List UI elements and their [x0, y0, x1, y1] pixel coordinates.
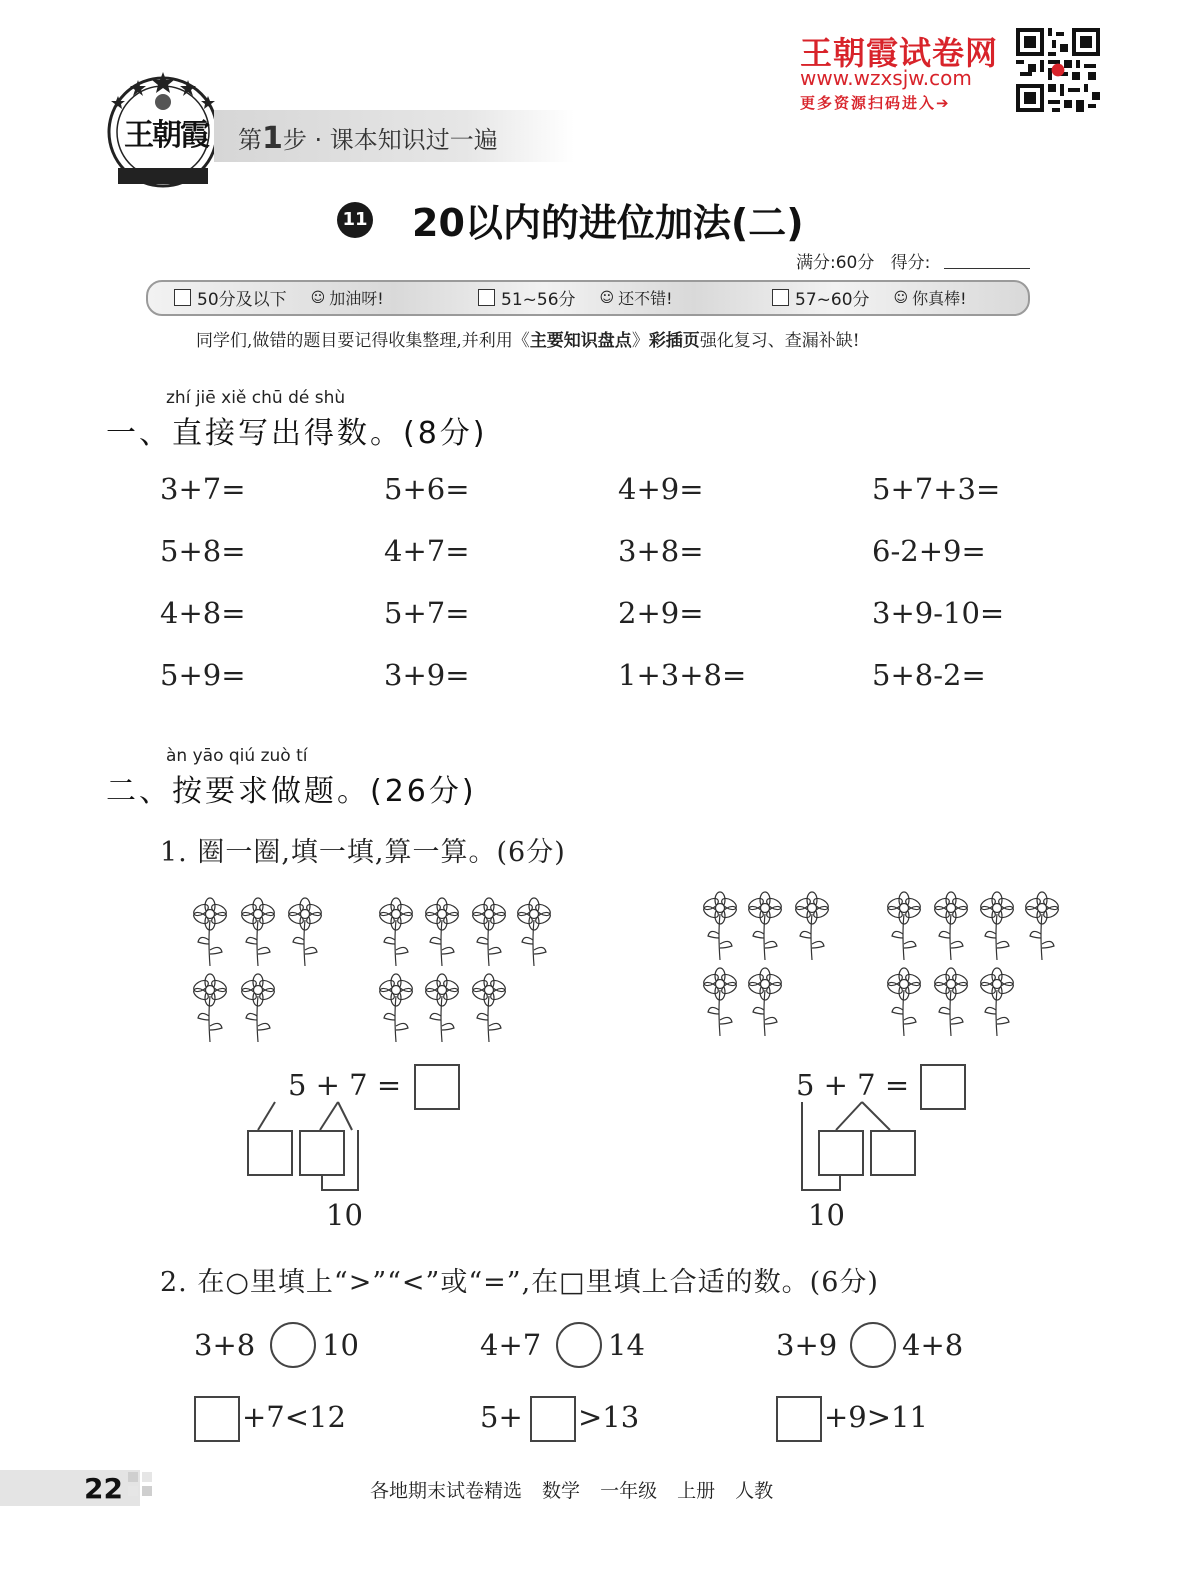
flower-icon — [238, 972, 278, 1044]
equation[interactable]: 5+7+3= — [872, 472, 1001, 506]
equation[interactable]: 4+7= — [384, 534, 470, 568]
grade-checkbox[interactable] — [174, 289, 191, 306]
answer-box[interactable] — [414, 1064, 460, 1110]
compare-circle[interactable] — [270, 1322, 316, 1368]
section1-title: 一、直接写出得数。(8分) — [106, 416, 488, 451]
equation[interactable]: 2+9= — [618, 596, 704, 630]
grade-item-high: 57~60分 ☺ 你真棒! — [772, 285, 967, 310]
flower-icon — [884, 890, 924, 962]
ten-label: 10 — [808, 1198, 845, 1232]
grade-item-mid: 51~56分 ☺ 还不错! — [478, 285, 673, 310]
flower-icon — [190, 896, 230, 968]
flower-icon — [469, 896, 509, 968]
footer-pattern-icon — [126, 1470, 156, 1506]
equation[interactable]: 3+9-10= — [872, 596, 1005, 630]
split-box[interactable] — [870, 1130, 916, 1176]
flower-icon — [422, 972, 462, 1044]
lesson-number-badge: 11 — [337, 202, 373, 238]
compare-left: 4+7 — [480, 1328, 542, 1362]
equation[interactable]: 3+8= — [618, 534, 704, 568]
flower-icon — [745, 966, 785, 1038]
question1-title: 1. 圈一圈,填一填,算一算。(6分) — [160, 837, 566, 868]
flower-icon — [931, 966, 971, 1038]
compare-left: 3+9 — [776, 1328, 838, 1362]
equation[interactable]: 5+8-2= — [872, 658, 986, 692]
flower-icon — [514, 896, 554, 968]
grade-checkbox[interactable] — [772, 289, 789, 306]
brand-more-link[interactable]: 更多资源扫码进入➔ — [800, 94, 951, 112]
equation[interactable]: 5+6= — [384, 472, 470, 506]
equation[interactable]: 1+3+8= — [618, 658, 747, 692]
brand-title: 王朝霞试卷网 — [800, 34, 999, 72]
compare-left: 3+8 — [194, 1328, 256, 1362]
score-blank[interactable] — [944, 268, 1030, 269]
flower-icon — [745, 890, 785, 962]
flower-icon — [422, 896, 462, 968]
grade-item-low: 50分及以下 ☺ 加油呀! — [174, 285, 384, 310]
smile-face-icon: ☺ — [893, 289, 909, 306]
flower-icon — [1022, 890, 1062, 962]
flower-icon — [977, 890, 1017, 962]
flower-icon — [238, 896, 278, 968]
qr-code-icon[interactable] — [1016, 28, 1100, 112]
logo-text: 王朝霞 — [124, 118, 208, 153]
fill-prefix: 5+ — [480, 1400, 523, 1434]
smile-face-icon: ☺ — [310, 289, 326, 306]
compare-circle[interactable] — [556, 1322, 602, 1368]
flower-icon — [977, 966, 1017, 1038]
equation[interactable]: 3+7= — [160, 472, 246, 506]
fill-expression: +9>11 — [824, 1400, 928, 1434]
equation[interactable]: 5+8= — [160, 534, 246, 568]
flower-icon — [376, 972, 416, 1044]
right-equation: 5 + 7 = — [796, 1068, 910, 1102]
brand-url: www.wzxsjw.com — [800, 66, 972, 90]
fill-box[interactable] — [776, 1396, 822, 1442]
flower-icon — [376, 896, 416, 968]
smile-face-icon: ☺ — [599, 289, 615, 306]
footer-text: 各地期末试卷精选 数学 一年级 上册 人教 — [370, 1480, 774, 1502]
score-line: 满分:60分 得分: — [796, 253, 931, 273]
compare-right: 4+8 — [902, 1328, 964, 1362]
left-equation: 5 + 7 = — [288, 1068, 402, 1102]
ten-label: 10 — [326, 1198, 363, 1232]
flower-icon — [884, 966, 924, 1038]
flower-icon — [700, 966, 740, 1038]
equation[interactable]: 5+9= — [160, 658, 246, 692]
flower-icon — [792, 890, 832, 962]
grade-checkbox[interactable] — [478, 289, 495, 306]
flower-icon — [931, 890, 971, 962]
fill-box[interactable] — [194, 1396, 240, 1442]
fill-box[interactable] — [530, 1396, 576, 1442]
compare-right: 10 — [322, 1328, 359, 1362]
equation[interactable]: 4+9= — [618, 472, 704, 506]
split-box[interactable] — [247, 1130, 293, 1176]
flower-icon — [190, 972, 230, 1044]
split-box[interactable] — [299, 1130, 345, 1176]
section2-title: 二、按要求做题。(26分) — [106, 774, 477, 809]
flower-icon — [700, 890, 740, 962]
flower-icon — [469, 972, 509, 1044]
compare-right: 14 — [608, 1328, 645, 1362]
fill-expression: +7<12 — [242, 1400, 346, 1434]
equation[interactable]: 6-2+9= — [872, 534, 986, 568]
lesson-title: 20以内的进位加法(二) — [412, 201, 804, 245]
split-box[interactable] — [818, 1130, 864, 1176]
equation[interactable]: 4+8= — [160, 596, 246, 630]
fill-expression: >13 — [578, 1400, 640, 1434]
compare-circle[interactable] — [850, 1322, 896, 1368]
section1-pinyin: zhí jiē xiě chū dé shù — [166, 388, 346, 408]
question2-title: 2. 在○里填上“>”“<”或“=”,在□里填上合适的数。(6分) — [160, 1267, 879, 1298]
step-label: 第1步 · 课本知识过一遍 — [238, 121, 498, 156]
flower-icon — [285, 896, 325, 968]
page-number: 22 — [84, 1472, 123, 1505]
reminder-text: 同学们,做错的题目要记得收集整理,并利用《主要知识盘点》彩插页强化复习、查漏补缺! — [196, 331, 860, 351]
equation[interactable]: 5+7= — [384, 596, 470, 630]
answer-box[interactable] — [920, 1064, 966, 1110]
equation[interactable]: 3+9= — [384, 658, 470, 692]
section2-pinyin: àn yāo qiú zuò tí — [166, 746, 308, 766]
